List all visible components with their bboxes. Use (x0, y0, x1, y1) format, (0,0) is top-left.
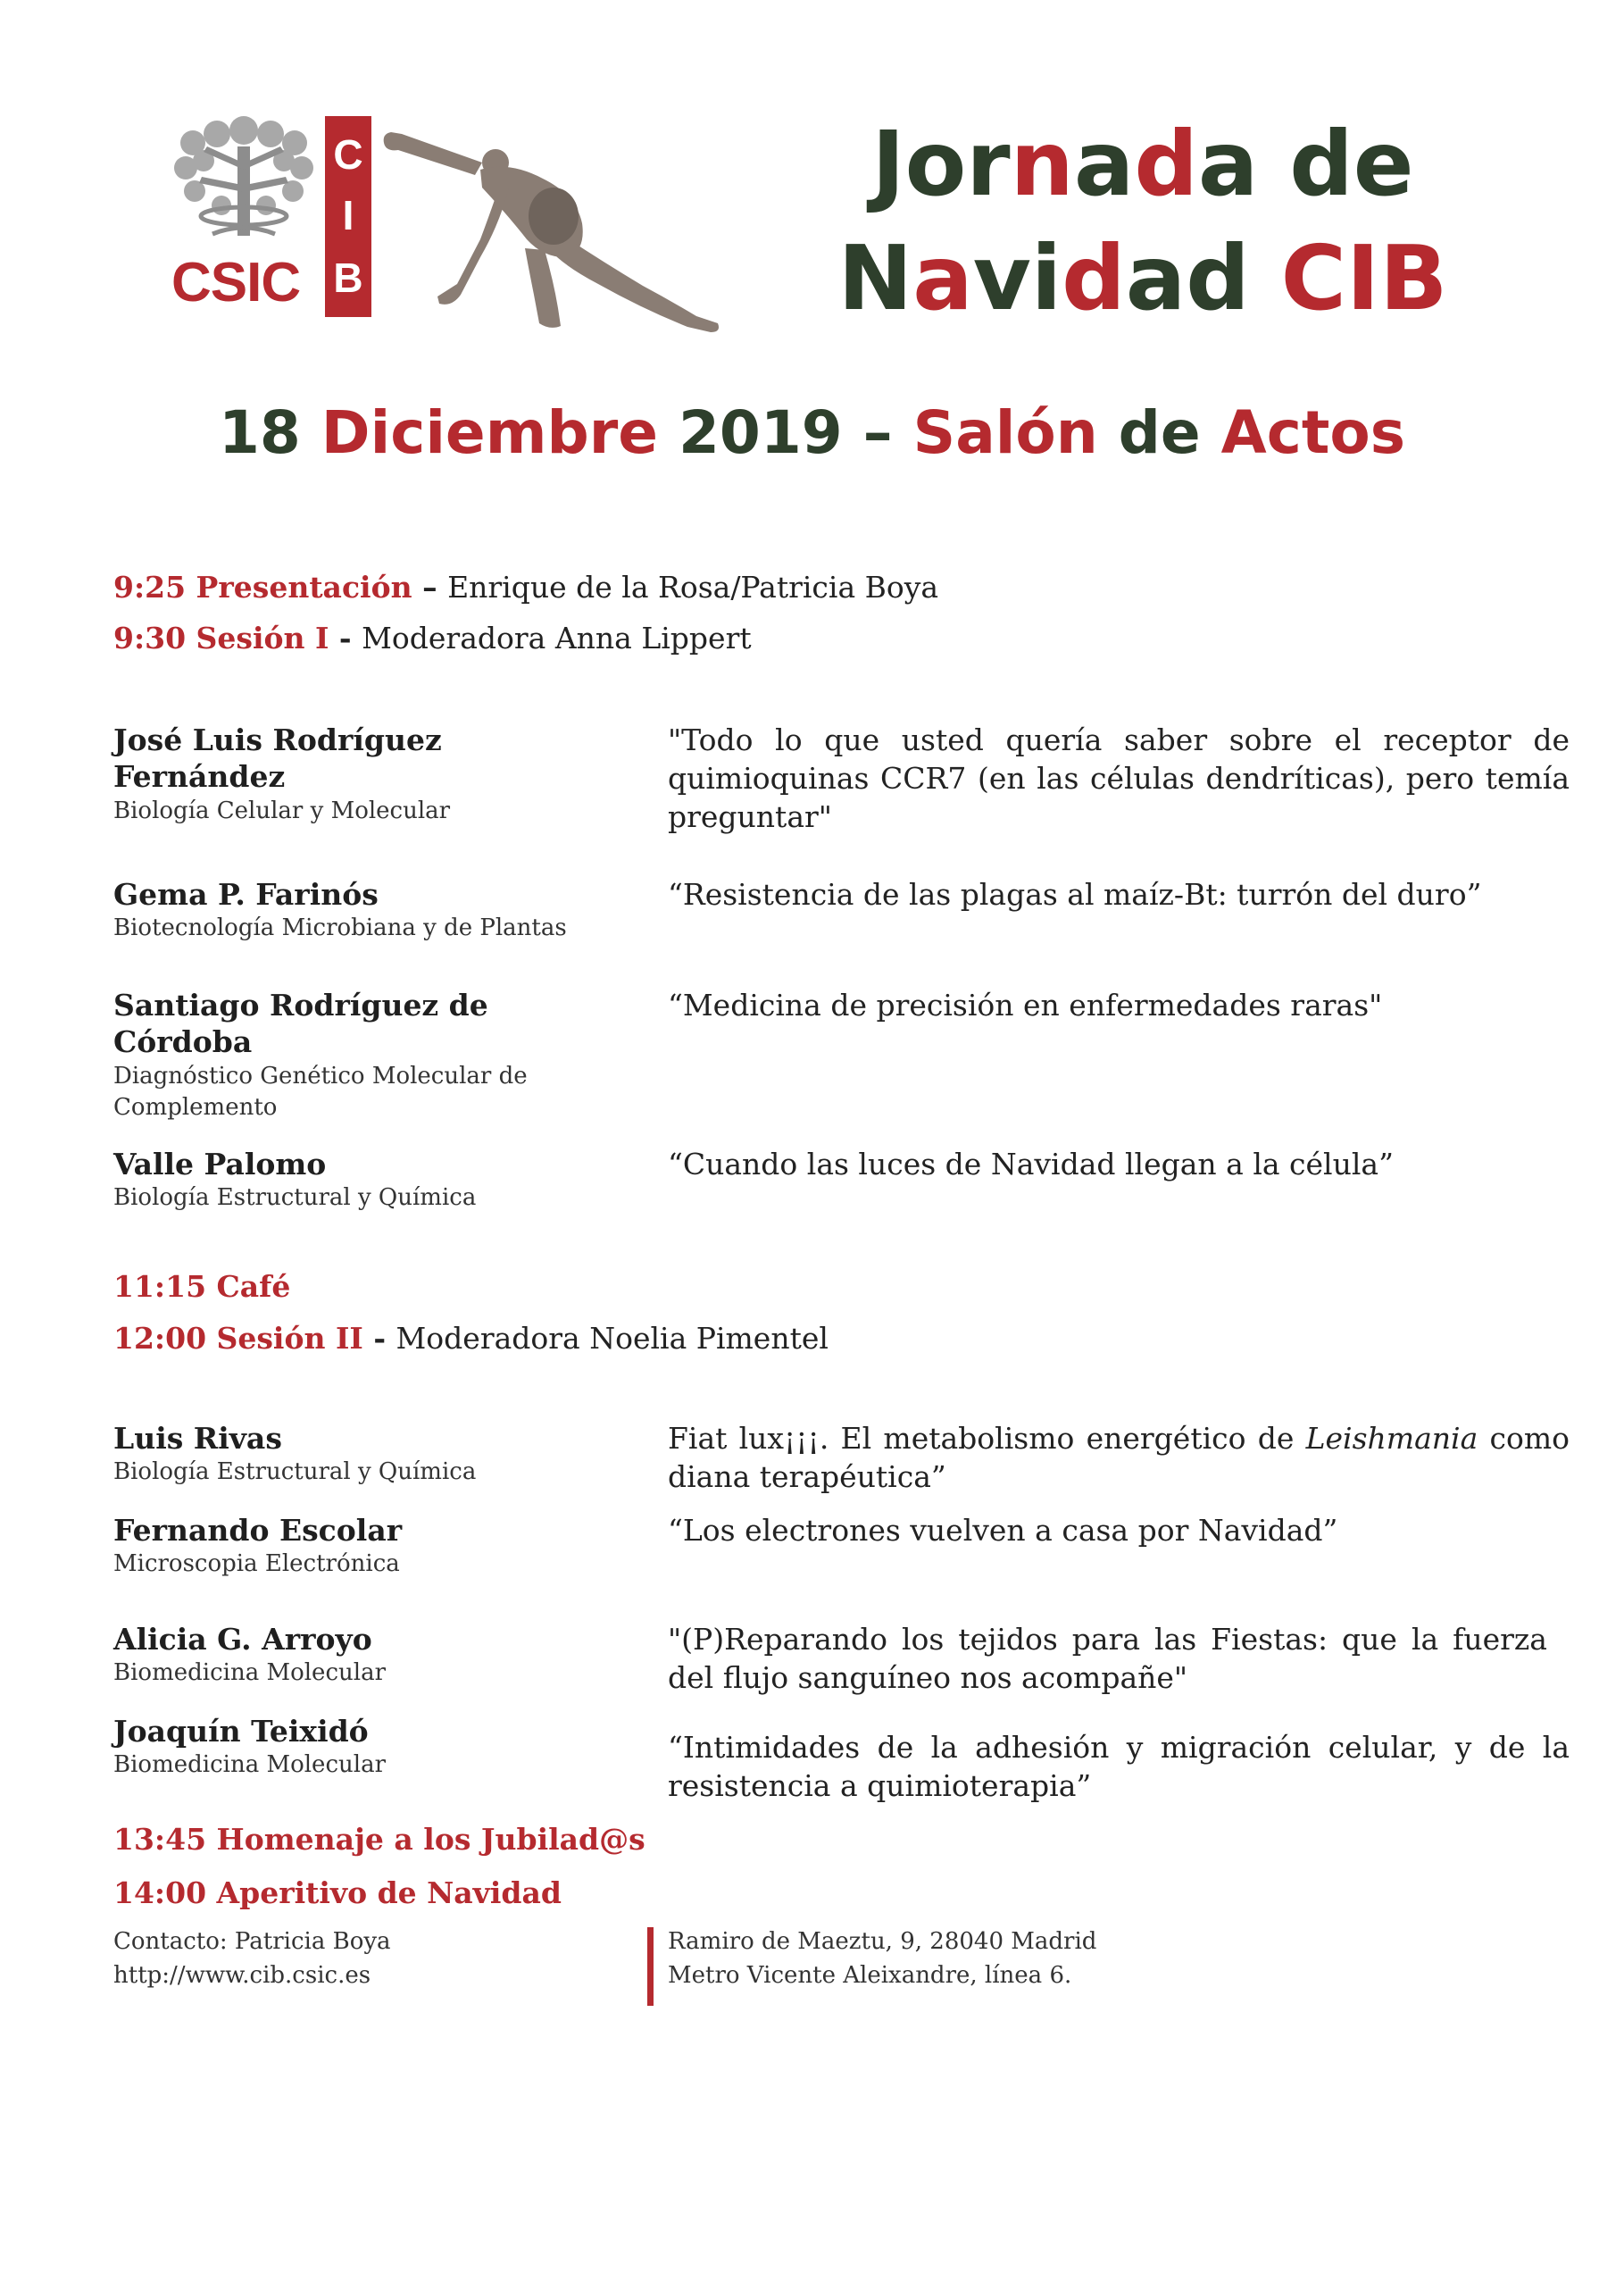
speaker-department: Biología Celular y Molecular (113, 797, 451, 824)
title-fragment: CIB (1280, 226, 1448, 330)
slot-time: 12:00 Sesión II (113, 1321, 363, 1356)
date-fragment: Actos (1220, 398, 1406, 467)
coffee-slot (113, 1269, 290, 1305)
speaker-name: José Luis Rodríguez Fernández (113, 722, 442, 795)
presentation-slot (113, 570, 938, 605)
slot-moderator: Moderadora Anna Lippert (362, 621, 752, 656)
speaker-department: Microscopia Electrónica (113, 1550, 400, 1578)
speaker-name: Santiago Rodríguez de Córdoba (113, 988, 488, 1060)
speaker (113, 1621, 613, 1689)
slot-time: 9:25 Presentación (113, 570, 412, 605)
speaker-name: Valle Palomo (113, 1147, 327, 1182)
event-title (821, 107, 1464, 336)
cib-logo-bar (325, 116, 371, 317)
speaker-department: Biomedicina Molecular (113, 1659, 386, 1687)
title-fragment: N (837, 226, 913, 330)
metro-info: Metro Vicente Aleixandre, línea 6. (668, 1961, 1072, 1989)
title-fragment: d (1134, 112, 1198, 216)
contact-person: Contacto: Patricia Boya (113, 1928, 391, 1955)
speaker-department: Diagnóstico Genético Molecular de Complemento (113, 1062, 528, 1121)
talk-title: “Medicina de precisión en enfermedades raras" (668, 988, 1383, 1023)
street-address: Ramiro de Maeztu, 9, 28040 Madrid (668, 1928, 1097, 1955)
speaker (113, 722, 613, 827)
slot-time: 13:45 Homenaje a los Jubilad@s (113, 1822, 645, 1857)
contact-block (113, 1925, 391, 1992)
speaker (113, 1713, 613, 1781)
speaker-name: Alicia G. Arroyo (113, 1622, 372, 1657)
talk-title-text: Fiat lux¡¡¡. El metabolismo energético de (668, 1421, 1306, 1456)
title-line-2 (821, 221, 1464, 336)
date-fragment: de (1097, 398, 1221, 467)
csic-logo-text: CSIC (171, 252, 301, 313)
speaker-department: Biomedicina Molecular (113, 1751, 386, 1779)
slot-presenters: Enrique de la Rosa/Patricia Boya (447, 570, 939, 605)
speaker-name: Luis Rivas (113, 1421, 282, 1456)
slot-separator: - (362, 1321, 396, 1356)
session1-slot (113, 621, 752, 656)
speaker-department: Biología Estructural y Química (113, 1184, 477, 1212)
talk-title: “Los electrones vuelven a casa por Navidad” (668, 1513, 1338, 1548)
talk-title (668, 1420, 1570, 1497)
speaker-name: Joaquín Teixidó (113, 1714, 369, 1749)
cib-letter-i: I (342, 192, 354, 238)
speaker (113, 987, 578, 1123)
speaker-name: Fernando Escolar (113, 1513, 403, 1548)
speaker (113, 1512, 613, 1580)
talk-title: "(P)Reparando los tejidos para las Fiestas: que la fuerza del flujo sanguíneo nos acompañe" (668, 1622, 1547, 1695)
date-fragment: 18 (218, 398, 321, 467)
date-fragment: Diciembre (321, 398, 659, 467)
tree-emblem-icon (168, 116, 320, 241)
talk-title: “Cuando las luces de Navidad llegan a la célula” (668, 1147, 1394, 1182)
talk-title: "Todo lo que usted quería saber sobre el receptor de quimioquinas CCR7 (en las células dendríticas), pero temía preguntar" (668, 722, 1570, 834)
date-fragment: 2019 – (658, 398, 913, 467)
csic-cib-logo (168, 116, 373, 321)
tribute-slot (113, 1822, 645, 1858)
title-fragment: ad (1125, 226, 1281, 330)
title-fragment: Jor (871, 112, 1011, 216)
title-fragment: a de (1197, 112, 1414, 216)
session2-slot (113, 1321, 829, 1357)
title-fragment: n (1010, 112, 1074, 216)
aperitif-slot (113, 1875, 562, 1911)
slot-separator: - (329, 621, 362, 656)
slot-time: 14:00 Aperitivo de Navidad (113, 1875, 562, 1910)
slot-separator: – (412, 570, 448, 605)
title-line-1 (821, 107, 1464, 221)
title-fragment: vi (972, 226, 1062, 330)
talk-title-text: como diana terapéutica” (668, 1421, 1570, 1494)
talk-title: “Resistencia de las plagas al maíz-Bt: turrón del duro” (668, 877, 1482, 912)
speaker-department: Biología Estructural y Química (113, 1458, 477, 1486)
talk-title-italic: Leishmania (1305, 1421, 1478, 1456)
speaker-department: Biotecnología Microbiana y de Plantas (113, 914, 567, 942)
talk-title: “Intimidades de la adhesión y migración celular, y de la resistencia a quimioterapia” (668, 1730, 1570, 1803)
website-link[interactable]: http://www.cib.csic.es (113, 1961, 371, 1989)
speaker-name: Gema P. Farinós (113, 877, 379, 912)
footer-divider (647, 1927, 654, 2006)
speaker (113, 1146, 613, 1214)
date-fragment: Salón (912, 398, 1098, 467)
date-venue-heading (0, 397, 1624, 468)
speaker (113, 1420, 613, 1488)
title-fragment: a (912, 226, 973, 330)
title-fragment: a (1073, 112, 1135, 216)
title-fragment: d (1062, 226, 1126, 330)
slot-moderator: Moderadora Noelia Pimentel (396, 1321, 829, 1356)
cib-letter-c: C (333, 131, 363, 178)
slot-time: 9:30 Sesión I (113, 621, 329, 656)
slot-time: 11:15 Café (113, 1269, 291, 1304)
speaker (113, 876, 613, 944)
address-block (668, 1925, 1096, 1992)
cib-letter-b: B (333, 255, 363, 301)
sculpture-figure-image (375, 125, 723, 339)
